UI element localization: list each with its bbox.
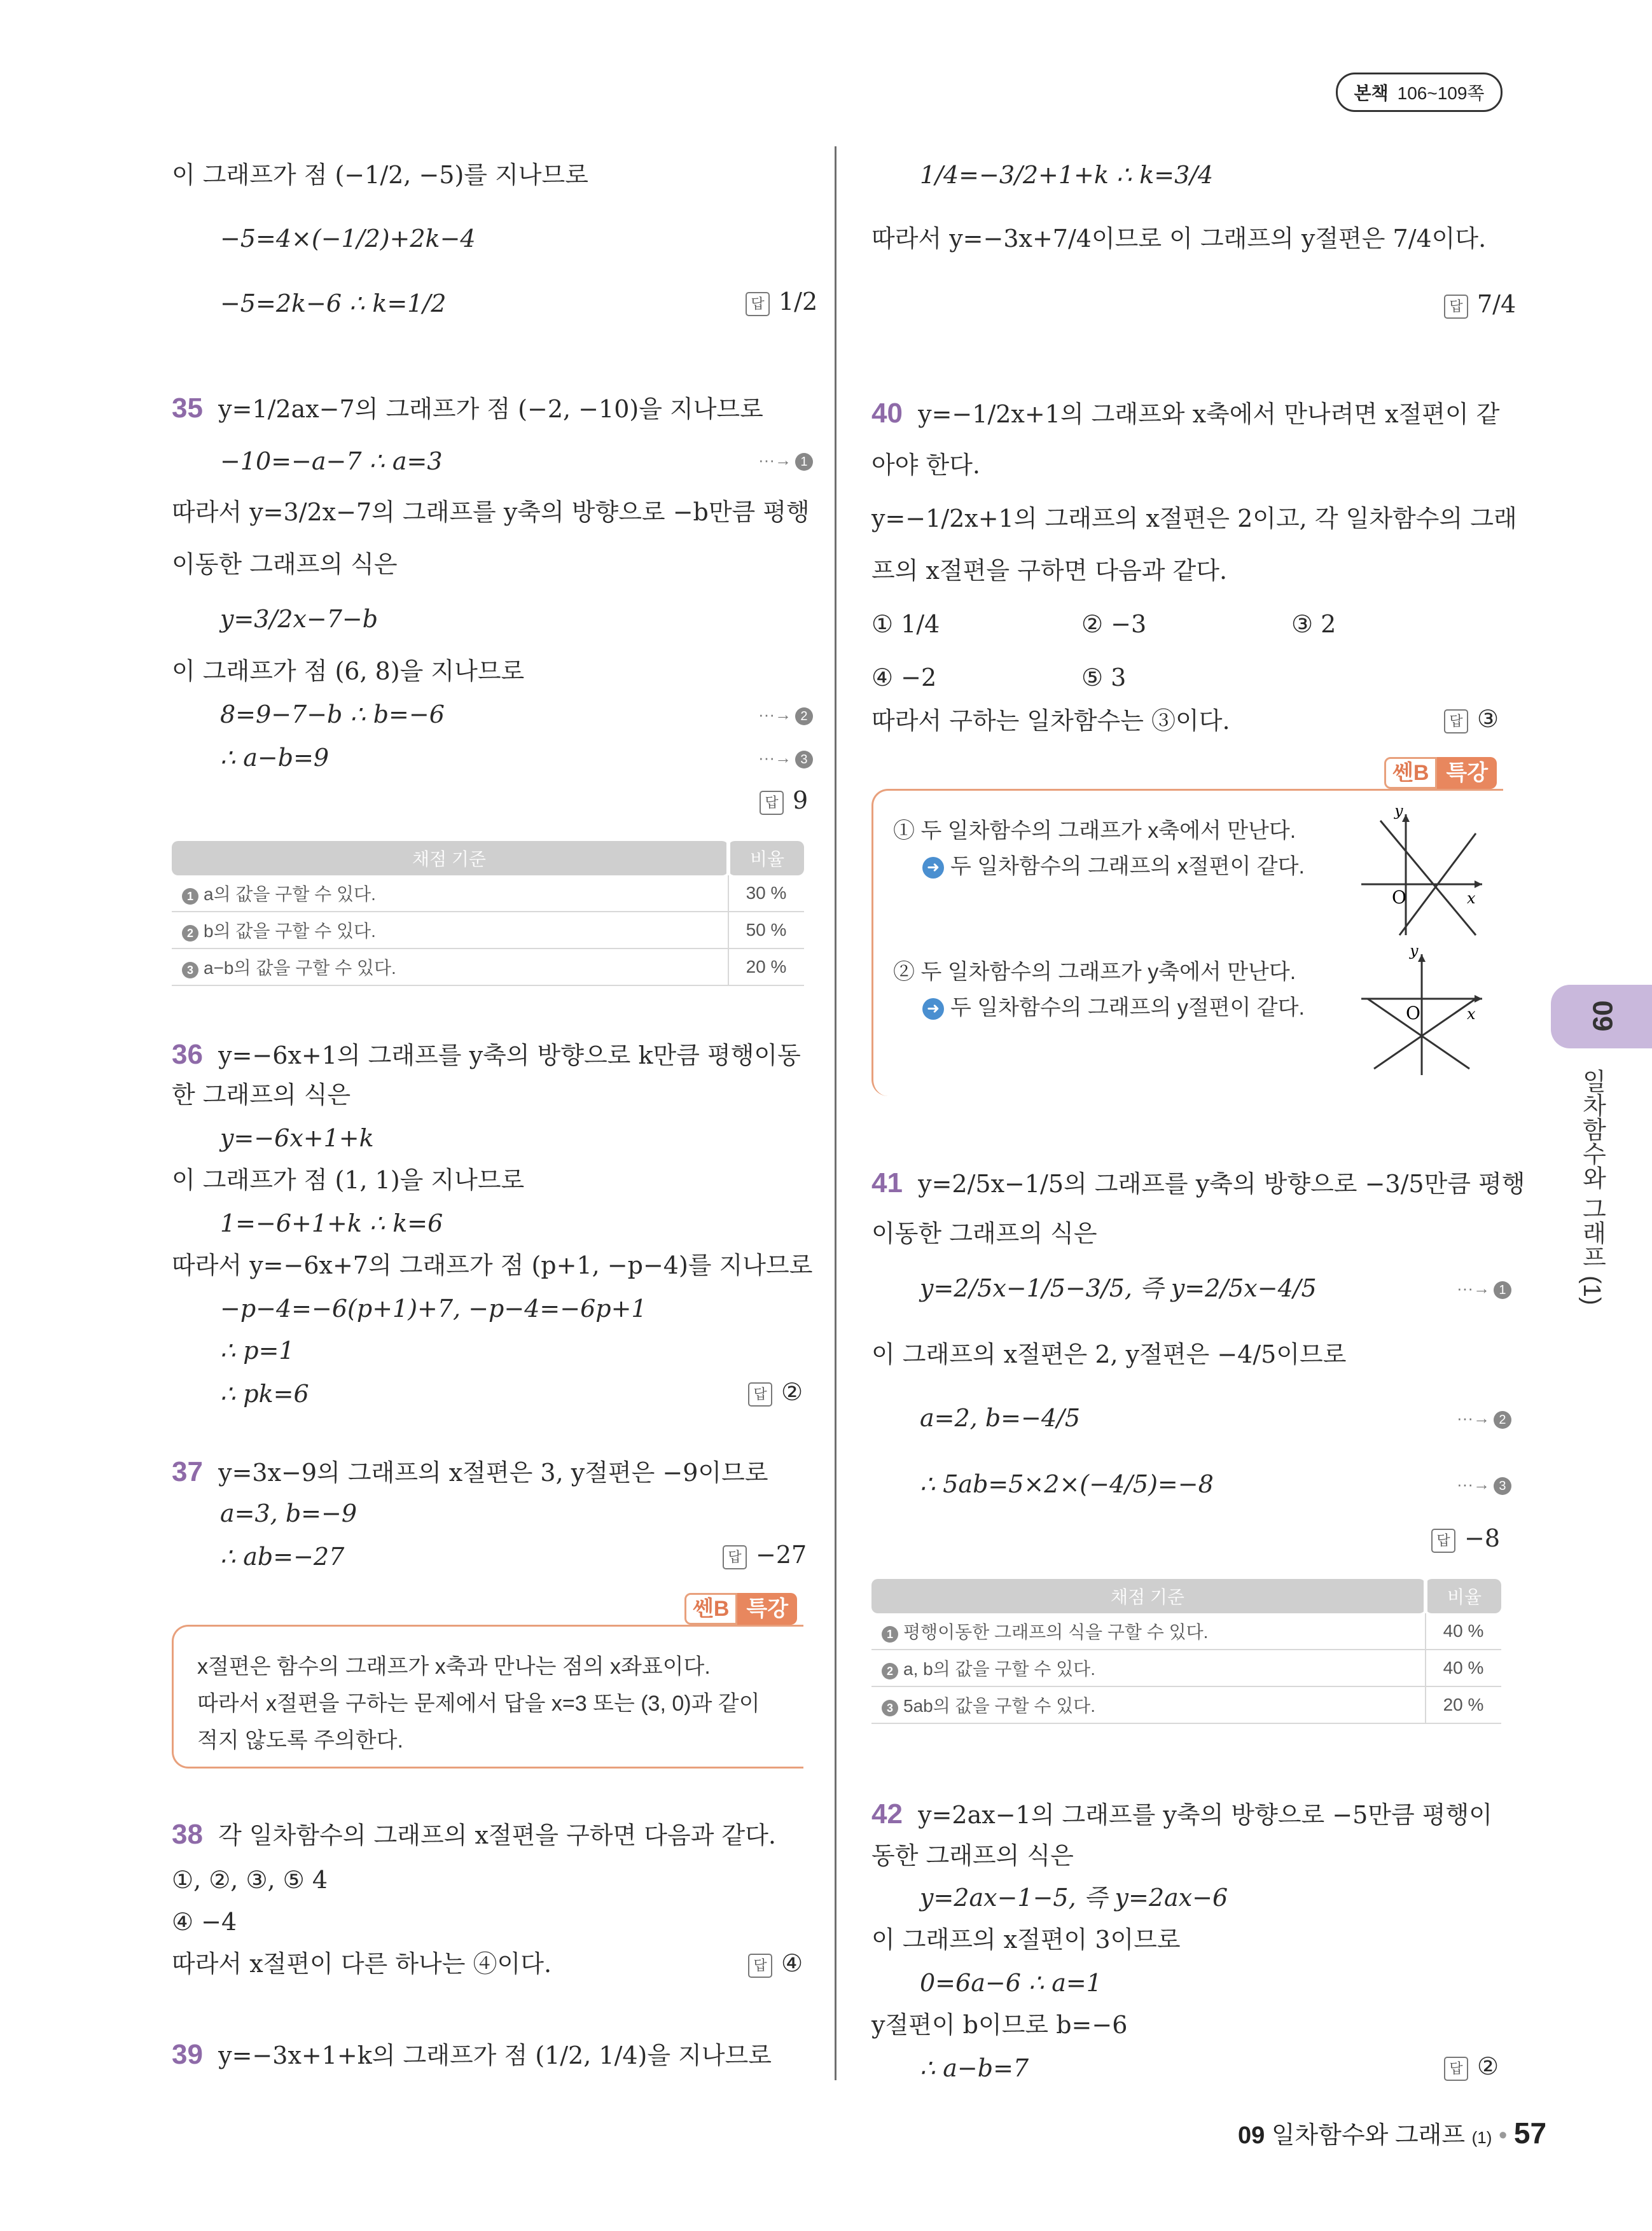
p38-line-3: ④ −4 [172,1908,237,1936]
chapter-side-tab[interactable] [1551,985,1652,1048]
p35-line-4: 이동한 그래프의 식은 [172,550,398,578]
p36-line-7: −p−4=−6(p+1)+7, −p−4=−6p+1 [220,1295,647,1323]
arrow-right-circle-icon: ➜ [922,857,944,879]
step-marker-3: ···→ 3 [1457,1475,1511,1495]
p40-choice-1: ① 1/4 [871,610,940,638]
svg-text:y: y [1410,948,1419,959]
step-marker-1: ···→ 1 [1457,1279,1511,1299]
answer-badge-icon: 답 [746,292,770,316]
p42-line-6: y절편이 b이므로 b=−6 [871,2011,1128,2039]
page-footer: 09 일차함수와 그래프 (1) • 57 [1238,2116,1547,2150]
p36-line-2: 한 그래프의 식은 [172,1081,351,1109]
problem-35-line-1: y=1/2ax−7의 그래프가 점 (−2, −10)을 지나므로 [218,395,763,423]
problem-number: 37 [172,1456,203,1487]
p35-line-6: 이 그래프가 점 (6, 8)을 지나므로 [172,657,525,685]
p38-line-2: ①, ②, ③, ⑤ 4 [172,1866,328,1894]
problem-number: 35 [172,393,203,424]
footer-title: 일차함수와 그래프 [1271,2122,1466,2149]
p40-choice-2: ② −3 [1081,610,1147,638]
p41-line-6: ∴ 5ab=5×2×(−4/5)=−8 [920,1470,1214,1498]
p39-answer: 답 7/4 [1444,290,1516,319]
p35-line-5: y=3/2x−7−b [220,605,378,633]
step-marker-1: ···→ 1 [758,450,813,471]
book-reference [1336,73,1503,112]
tip2-line-4: ➜ 두 일차함수의 그래프의 y절편이 같다. [922,990,1305,1021]
p42-line-4: 이 그래프의 x절편이 3이므로 [871,1926,1181,1954]
answer-badge-icon: 답 [748,1382,772,1407]
svg-text:x: x [1467,889,1476,907]
p36-line-5: 1=−6+1+k ∴ k=6 [220,1209,443,1237]
p35-line-3: 따라서 y=3/2x−7의 그래프를 y축의 방향으로 −b만큼 평행 [172,498,810,526]
answer-badge-icon: 답 [723,1545,747,1569]
tip-tag: 쎈B 특강 [1384,757,1497,789]
answer-badge-icon: 답 [1444,2057,1468,2081]
p37-answer: 답 −27 [723,1541,807,1569]
svg-text:O: O [1406,1003,1420,1024]
p36-line-4: 이 그래프가 점 (1, 1)을 지나므로 [172,1166,525,1194]
problem-number: 36 [172,1039,203,1070]
answer-badge-icon: 답 [1431,1529,1455,1553]
tip-tag: 쎈B 특강 [684,1593,797,1625]
problem-number: 38 [172,1819,203,1850]
page-number: 57 [1513,2116,1547,2150]
step-marker-2: ···→ 2 [758,705,813,725]
p36-line-6: 따라서 y=−6x+7의 그래프가 점 (p+1, −p−4)를 지나므로 [172,1251,813,1279]
answer-badge-icon: 답 [748,1954,772,1978]
side-tab-title: 일차함수와 그래프 (1) [1578,1069,1605,1305]
p40-line-2: 아야 한다. [871,451,980,479]
grading-table-35 [172,841,804,986]
table-header-ratio: 비율 [1426,1579,1501,1613]
problem-37: 37 y=3x−9의 그래프의 x절편은 3, y절편은 −9이므로 [172,1456,768,1487]
tip1-line-2: 따라서 x절편을 구하는 문제에서 답을 x=3 또는 (3, 0)과 같이 [197,1692,760,1716]
intro-answer: 답 1/2 [746,288,817,316]
p42-answer: 답 ② [1444,2052,1499,2081]
p41-line-5: a=2, b=−4/5 [920,1404,1080,1432]
tip1-line-1: x절편은 함수의 그래프가 x축과 만나는 점의 x좌표이다. [197,1655,711,1679]
p40-choice-4: ④ −2 [871,664,937,692]
intro-line-2: −5=4×(−1/2)+2k−4 [220,225,476,253]
p41-line-3: y=2/5x−1/5−3/5, 즉 y=2/5x−4/5 [920,1274,1317,1302]
tip2-line-3: ② 두 일차함수의 그래프가 y축에서 만난다. [893,960,1296,984]
p35-answer: 답 9 [760,786,808,815]
problem-40: 40 y=−1/2x+1의 그래프와 x축에서 만나려면 x절편이 같 [871,398,1500,429]
problem-number: 40 [871,398,903,429]
footer-chapter: 09 [1238,2122,1265,2149]
book-label: 본책 [1354,83,1389,103]
p38-line-4: 따라서 x절편이 다른 하나는 ④이다. [172,1950,552,1978]
problem-39: 39 y=−3x+1+k의 그래프가 점 (1/2, 1/4)을 지나므로 [172,2039,772,2070]
table-row: 1 평행이동한 그래프의 식을 구할 수 있다. 40 % [871,1613,1501,1650]
answer-badge-icon: 답 [1444,709,1468,733]
table-header-criteria: 채점 기준 [871,1579,1426,1613]
p42-line-2: 동한 그래프의 식은 [871,1842,1074,1870]
table-row: 1 a의 값을 구할 수 있다. 30 % [172,875,804,912]
p40-line-3: y=−1/2x+1의 그래프의 x절편은 2이고, 각 일차함수의 그래 [871,504,1517,532]
problem-35 [172,394,763,422]
problem-number: 41 [871,1167,903,1199]
problem-42: 42 y=2ax−1의 그래프를 y축의 방향으로 −5만큼 평행이 [871,1798,1492,1830]
p37-line-2: a=3, b=−9 [220,1499,357,1527]
p35-line-2: −10=−a−7 ∴ a=3 [220,447,443,475]
table-row: 3 a−b의 값을 구할 수 있다. 20 % [172,949,804,985]
p40-line-4: 프의 x절편을 구하면 다음과 같다. [871,557,1228,585]
p42-line-7: ∴ a−b=7 [920,2054,1029,2082]
p36-answer: 답 ② [748,1378,803,1407]
svg-text:O: O [1392,887,1406,908]
p40-choice-5: ⑤ 3 [1081,664,1127,692]
problem-41: 41 y=2/5x−1/5의 그래프를 y축의 방향으로 −3/5만큼 평행 [871,1167,1525,1199]
intro-line-3: −5=2k−6 ∴ k=1/2 [220,289,447,317]
tip2-line-1: ① 두 일차함수의 그래프가 x축에서 만난다. [893,819,1296,843]
table-row: 2 a, b의 값을 구할 수 있다. 40 % [871,1650,1501,1686]
svg-text:x: x [1467,1005,1476,1023]
p38-answer: 답 ④ [748,1949,803,1978]
grading-table-41 [871,1579,1501,1724]
intro-line-1: 이 그래프가 점 (−1/2, −5)를 지나므로 [172,161,588,189]
graph-same-y-intercept [1355,948,1489,1081]
p40-line-5: 따라서 구하는 일차함수는 ③이다. [871,707,1230,735]
tip1-line-3: 적지 않도록 주의한다. [197,1728,403,1753]
side-tab-chapter: 09 [1586,1000,1618,1032]
p41-line-2: 이동한 그래프의 식은 [871,1220,1097,1248]
problem-36: 36 y=−6x+1의 그래프를 y축의 방향으로 k만큼 평행이동 [172,1039,801,1070]
p42-line-5: 0=6a−6 ∴ a=1 [920,1969,1102,1997]
step-marker-3: ···→ 3 [758,748,813,768]
table-row: 2 b의 값을 구할 수 있다. 50 % [172,912,804,949]
book-pages: 106~109쪽 [1397,83,1485,103]
p39-cont-line-1: 1/4=−3/2+1+k ∴ k=3/4 [920,161,1214,189]
p41-line-4: 이 그래프의 x절편은 2, y절편은 −4/5이므로 [871,1340,1347,1368]
arrow-right-circle-icon: ➜ [922,998,944,1020]
problem-38: 38 각 일차함수의 그래프의 x절편을 구하면 다음과 같다. [172,1819,776,1850]
p35-line-7: 8=9−7−b ∴ b=−6 [220,700,445,728]
table-header-criteria: 채점 기준 [172,841,728,875]
p36-line-9: ∴ pk=6 [220,1380,309,1408]
table-row: 3 5ab의 값을 구할 수 있다. 20 % [871,1686,1501,1723]
table-header-ratio: 비율 [728,841,804,875]
answer-badge-icon: 답 [1444,295,1468,319]
p40-choice-3: ③ 2 [1291,610,1336,638]
step-marker-2: ···→ 2 [1457,1408,1511,1429]
p39-cont-line-2: 따라서 y=−3x+7/4이므로 이 그래프의 y절편은 7/4이다. [871,225,1487,253]
problem-number: 42 [871,1798,903,1830]
footer-sub: (1) [1471,2128,1492,2147]
problem-number: 39 [172,2039,203,2070]
p37-line-3: ∴ ab=−27 [220,1543,345,1571]
column-divider [835,146,836,2080]
p40-answer: 답 ③ [1444,705,1499,733]
p35-line-8: ∴ a−b=9 [220,744,330,772]
p36-line-3: y=−6x+1+k [220,1124,374,1152]
p41-answer: 답 −8 [1431,1524,1500,1553]
p36-line-8: ∴ p=1 [220,1337,295,1365]
svg-text:y: y [1394,808,1403,819]
graph-same-x-intercept [1355,808,1489,942]
p42-line-3: y=2ax−1−5, 즉 y=2ax−6 [920,1884,1228,1912]
answer-badge-icon: 답 [760,791,784,815]
tip2-line-2: ➜ 두 일차함수의 그래프의 x절편이 같다. [922,849,1305,880]
